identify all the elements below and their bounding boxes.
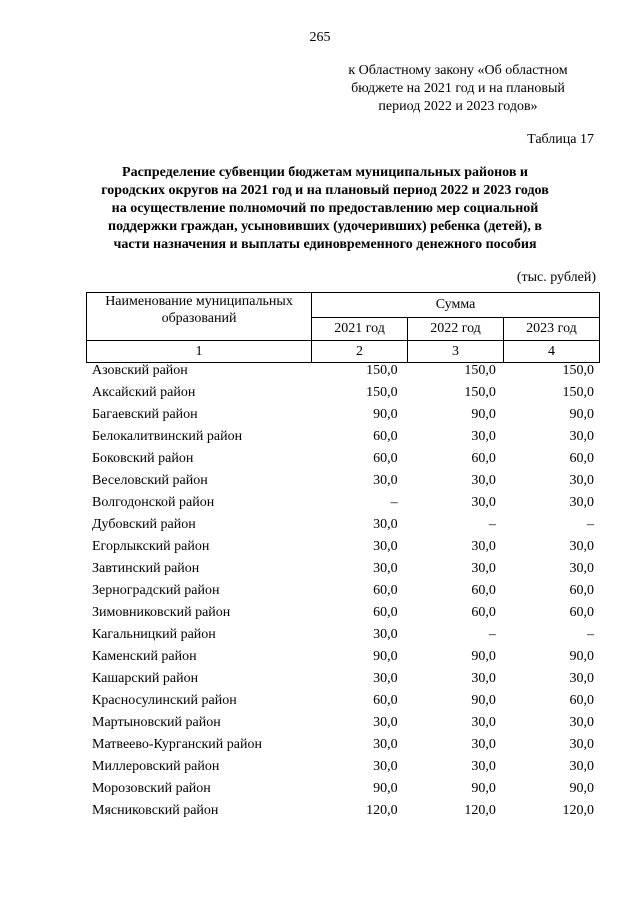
value-2021: 60,0	[373, 583, 398, 598]
value-2023: 30,0	[569, 495, 594, 510]
table-row	[86, 448, 600, 470]
table-row	[86, 646, 600, 668]
value-2023: 120,0	[562, 803, 594, 818]
value-2022: 30,0	[471, 737, 496, 752]
value-2021: 90,0	[373, 407, 398, 422]
table-label: Таблица 17	[527, 132, 594, 147]
value-2023: 30,0	[569, 473, 594, 488]
table-row	[86, 536, 600, 558]
municipality-name: Матвеево-Курганский район	[92, 737, 262, 752]
municipality-name: Зимовниковский район	[92, 605, 231, 620]
value-2022: 90,0	[471, 649, 496, 664]
table-row	[86, 426, 600, 448]
table-row	[86, 514, 600, 536]
municipality-name: Багаевский район	[92, 407, 198, 422]
value-2023: 30,0	[569, 429, 594, 444]
value-2023: 60,0	[569, 693, 594, 708]
table-row	[86, 360, 600, 382]
municipality-name: Кагальницкий район	[92, 627, 216, 642]
municipality-name: Морозовский район	[92, 781, 211, 796]
table-row	[86, 624, 600, 646]
municipality-name: Егорлыкский район	[92, 539, 210, 554]
value-2022: 30,0	[471, 561, 496, 576]
municipality-name: Азовский район	[92, 363, 188, 378]
table-row	[86, 778, 600, 800]
appendix-line: период 2022 и 2023 годов»	[378, 99, 538, 114]
table-row	[86, 690, 600, 712]
municipality-name: Волгодонской район	[92, 495, 215, 510]
value-2021: 150,0	[366, 385, 398, 400]
value-2021: 150,0	[366, 363, 398, 378]
municipality-name: Боковский район	[92, 451, 194, 466]
title-line: поддержки граждан, усыновивших (удочеривших) ребенка (детей), в	[108, 219, 542, 234]
municipality-name: Дубовский район	[92, 517, 196, 532]
value-2022: 60,0	[471, 605, 496, 620]
municipality-name: Белокалитвинский район	[92, 429, 243, 444]
value-2023: 30,0	[569, 759, 594, 774]
municipality-name: Зерноградский район	[92, 583, 220, 598]
value-2022: 150,0	[464, 363, 496, 378]
value-2021: 30,0	[373, 671, 398, 686]
value-2022: 60,0	[471, 583, 496, 598]
table-row	[86, 800, 600, 822]
value-2022: 30,0	[471, 759, 496, 774]
municipality-name: Мясниковский район	[92, 803, 219, 818]
document-title	[90, 164, 560, 254]
value-2021: 90,0	[373, 781, 398, 796]
header-year-2022: 2022 год	[408, 318, 504, 341]
value-2022: –	[488, 517, 496, 532]
value-2021: 60,0	[373, 693, 398, 708]
units-label: (тыс. рублей)	[516, 270, 596, 285]
value-2023: 90,0	[569, 407, 594, 422]
table-row	[86, 734, 600, 756]
value-2021: 30,0	[373, 715, 398, 730]
value-2023: 30,0	[569, 715, 594, 730]
value-2021: 60,0	[373, 605, 398, 620]
value-2022: 30,0	[471, 429, 496, 444]
value-2022: 30,0	[471, 539, 496, 554]
value-2023: 60,0	[569, 605, 594, 620]
value-2021: 30,0	[373, 517, 398, 532]
table-row	[86, 404, 600, 426]
title-line: городских округов на 2021 год и на плановый период 2022 и 2023 годов	[101, 183, 549, 198]
value-2023: 30,0	[569, 737, 594, 752]
value-2021: 60,0	[373, 451, 398, 466]
column-number: 3	[408, 341, 504, 363]
value-2021: 30,0	[373, 473, 398, 488]
table-row	[86, 382, 600, 404]
value-2022: 30,0	[471, 473, 496, 488]
value-2023: 60,0	[569, 451, 594, 466]
value-2023: 150,0	[562, 385, 594, 400]
value-2021: 30,0	[373, 737, 398, 752]
municipality-name: Мартыновский район	[92, 715, 221, 730]
value-2022: 30,0	[471, 715, 496, 730]
value-2022: 120,0	[464, 803, 496, 818]
value-2021: –	[390, 495, 398, 510]
municipality-name: Миллеровский район	[92, 759, 220, 774]
municipality-name: Веселовский район	[92, 473, 208, 488]
value-2021: 90,0	[373, 649, 398, 664]
title-line: части назначения и выплаты единовременного денежного пособия	[113, 237, 537, 252]
value-2023: –	[587, 517, 594, 532]
municipality-name: Кашарский район	[92, 671, 199, 686]
column-number: 4	[503, 341, 599, 363]
page-number: 265	[309, 30, 331, 45]
header-name-column: Наименование муниципальных образований	[87, 293, 312, 341]
value-2023: 30,0	[569, 671, 594, 686]
value-2022: 150,0	[464, 385, 496, 400]
value-2021: 60,0	[373, 429, 398, 444]
value-2022: 60,0	[471, 451, 496, 466]
header-sum-column: Сумма	[312, 293, 600, 318]
appendix-reference	[318, 62, 598, 116]
table-row	[86, 756, 600, 778]
table-row	[86, 558, 600, 580]
value-2021: 30,0	[373, 627, 398, 642]
value-2023: –	[587, 627, 594, 642]
value-2021: 120,0	[366, 803, 398, 818]
value-2021: 30,0	[373, 759, 398, 774]
value-2022: 30,0	[471, 495, 496, 510]
table-row	[86, 712, 600, 734]
municipality-name: Каменский район	[92, 649, 197, 664]
value-2023: 150,0	[562, 363, 594, 378]
value-2022: –	[488, 627, 496, 642]
value-2022: 90,0	[471, 407, 496, 422]
data-table-body	[86, 360, 600, 822]
table-row	[86, 470, 600, 492]
value-2022: 90,0	[471, 693, 496, 708]
municipality-name: Завтинский район	[92, 561, 200, 576]
table-row	[86, 668, 600, 690]
title-line: Распределение субвенции бюджетам муниципальных районов и	[122, 165, 528, 180]
header-year-2023: 2023 год	[503, 318, 599, 341]
column-number: 1	[87, 341, 312, 363]
title-line: на осуществление полномочий по предоставлению мер социальной	[111, 201, 539, 216]
table-row	[86, 602, 600, 624]
column-number: 2	[312, 341, 408, 363]
table-row	[86, 580, 600, 602]
value-2023: 30,0	[569, 539, 594, 554]
table-header	[86, 292, 600, 363]
municipality-name: Красносулинский район	[92, 693, 237, 708]
value-2021: 30,0	[373, 539, 398, 554]
value-2022: 30,0	[471, 671, 496, 686]
value-2023: 90,0	[569, 649, 594, 664]
header-year-2021: 2021 год	[312, 318, 408, 341]
value-2023: 90,0	[569, 781, 594, 796]
table-row	[86, 492, 600, 514]
value-2023: 30,0	[569, 561, 594, 576]
value-2023: 60,0	[569, 583, 594, 598]
value-2021: 30,0	[373, 561, 398, 576]
value-2022: 90,0	[471, 781, 496, 796]
appendix-line: к Областному закону «Об областном	[348, 63, 568, 78]
appendix-line: бюджете на 2021 год и на плановый	[351, 81, 565, 96]
municipality-name: Аксайский район	[92, 385, 196, 400]
